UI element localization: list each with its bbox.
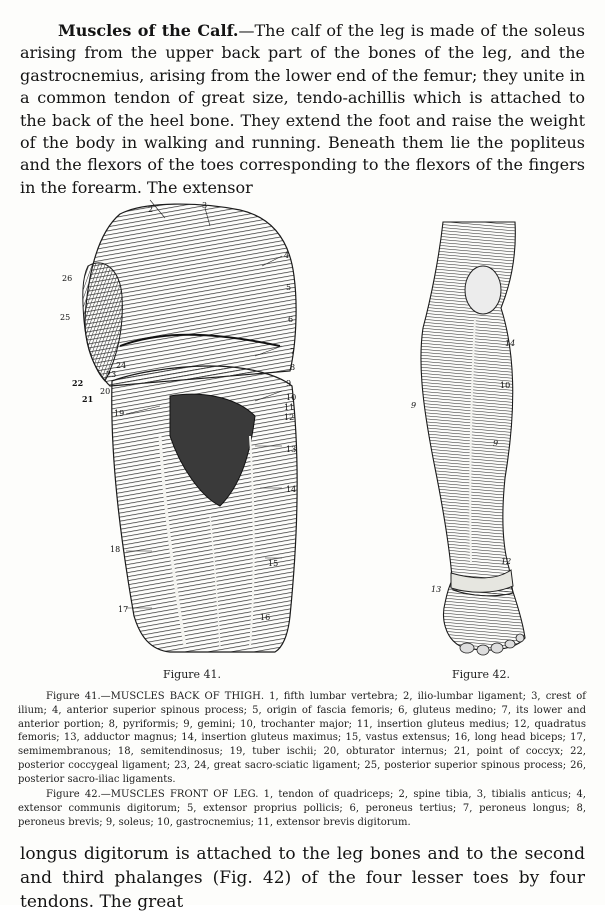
fig41-number: 25 bbox=[60, 313, 71, 322]
fig41-number: 10 bbox=[286, 393, 297, 402]
fig41-number: 5 bbox=[286, 283, 292, 292]
fig41-number: 13 bbox=[286, 445, 297, 454]
fig41-number: 20 bbox=[100, 387, 111, 396]
fig41-number: 9 bbox=[286, 379, 292, 388]
fig42-number: 10 bbox=[500, 381, 511, 390]
fig41-number: 24 bbox=[116, 361, 127, 370]
figure-41-label: Figure 41. bbox=[163, 668, 222, 681]
fig42-number: 9 bbox=[493, 439, 499, 448]
fig41-number: 19 bbox=[114, 409, 125, 418]
thigh-muscles-drawing bbox=[50, 196, 312, 654]
intro-text: —The calf of the leg is made of the soleus arising from the upper back part of the bones of the leg, and the gastrocnemius, arising from the lower end of the femur; they unite in a common tendon of great size, tendo-achillis which is attached to the back of the heel bone. They extend the foot and raise the weight of the body in walking and running. Beneath them lie the popliteus and the flexors of the toes corresponding to the flexors of the fingers in the forearm. The extensor bbox=[20, 21, 585, 197]
fig41-number: 8 bbox=[290, 363, 296, 372]
fig41-number: 18 bbox=[110, 545, 121, 554]
section-heading: Muscles of the Calf. bbox=[58, 21, 239, 40]
figure-42-label: Figure 42. bbox=[452, 668, 511, 681]
fig41-number: 23 bbox=[106, 370, 117, 379]
figure-41-caption: Figure 41.—MUSCLES BACK OF THIGH. 1, fifth lumbar vertebra; 2, ilio-lumbar ligament; 3, crest of ilium; 4, anterior superior spinous process; 5, origin of fascia femoris; 6, gluteus medino; 7, its lower and anterior portion; 8, pyriformis; 9, gemini; 10, trochanter major; 11, insertion gluteus medius; 12, quadratus femoris; 13, adductor magnus; 14, insertion gluteus maximus; 15, vastus extensus; 16, long head biceps; 17, semimembranous; 18, semitendinosus; 19, tuber ischii; 20, obturator internus; 21, point of coccyx; 22, posterior coccygeal ligament; 23, 24, great sacro-sciatic ligament; 25, posterior superior spinous process; 26, posterior sacro-iliac ligaments. bbox=[18, 691, 586, 785]
fig42-number: 12 bbox=[501, 557, 512, 566]
fig41-number: 26 bbox=[62, 274, 73, 283]
intro-paragraph bbox=[20, 20, 585, 199]
fig42-number: 9 bbox=[411, 401, 417, 410]
closing-paragraph: longus digitorum is attached to the leg bones and to the second and third phalanges (Fig. 42) of the four lesser toes by four tendons. The great bbox=[20, 844, 585, 912]
fig41-number: 21 bbox=[82, 394, 94, 404]
fig41-number: 7 bbox=[290, 347, 296, 356]
fig41-number: 6 bbox=[288, 315, 294, 324]
figure-41-illustration bbox=[50, 196, 312, 654]
fig42-number: 14 bbox=[505, 339, 516, 348]
leg-muscles-drawing bbox=[405, 218, 535, 658]
fig41-number: 4 bbox=[284, 251, 290, 260]
figure-42-caption: Figure 42.—MUSCLES FRONT OF LEG. 1, tendon of quadriceps; 2, spine tibia, 3, tibialis anticus; 4, extensor communis digitorum; 5, extensor proprius pollicis; 6, peroneus tertius; 7, peroneus longus; 8, peroneus brevis; 9, soleus; 10, gastrocnemius; 11, extensor brevis digitorum. bbox=[18, 789, 586, 828]
fig41-number: 16 bbox=[260, 613, 271, 622]
fig41-number: 2 bbox=[148, 205, 154, 214]
figure-42-illustration bbox=[405, 218, 535, 658]
fig41-number: 11 bbox=[284, 403, 295, 412]
fig42-number: 13 bbox=[431, 585, 442, 594]
fig41-number: 17 bbox=[118, 605, 129, 614]
fig41-number: 12 bbox=[284, 413, 295, 422]
fig41-number: 22 bbox=[72, 378, 84, 388]
fig41-number: 3 bbox=[202, 201, 208, 210]
fig41-number: 15 bbox=[268, 559, 279, 568]
fig41-number: 14 bbox=[286, 485, 297, 494]
